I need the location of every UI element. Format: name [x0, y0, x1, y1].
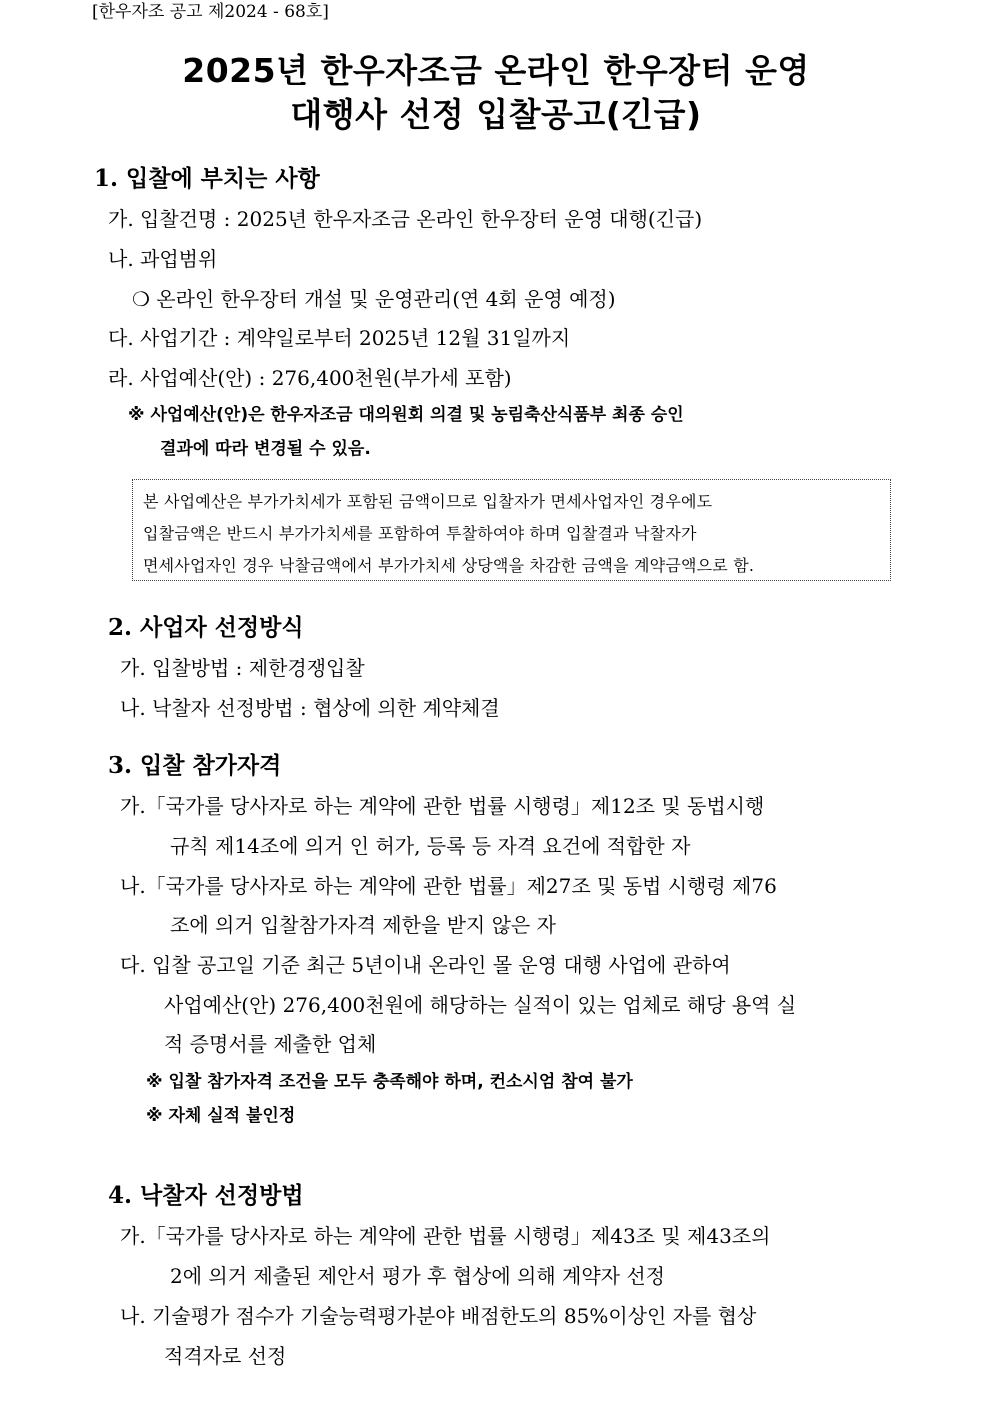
section-1-item-ra: 라. 사업예산(안) : 276,400천원(부가세 포함)	[108, 366, 512, 390]
section-3-item-na-line-2: 조에 의거 입찰참가자격 제한을 받지 않은 자	[170, 913, 556, 937]
section-3-item-da-line-3: 적 증명서를 제출한 업체	[164, 1032, 377, 1056]
section-3-item-da-line-1: 다. 입찰 공고일 기준 최근 5년이내 온라인 몰 운영 대행 사업에 관하여	[120, 953, 731, 977]
section-2-item-na: 나. 낙찰자 선정방법 : 협상에 의한 계약체결	[120, 696, 500, 720]
section-4-item-ga-line-1: 가.「국가를 당사자로 하는 계약에 관한 법률 시행령」제43조 및 제43조의	[120, 1224, 771, 1248]
section-1-note-line-1: ※ 사업예산(안)은 한우자조금 대의원회 의결 및 농림축산식품부 최종 승인	[128, 405, 684, 425]
vat-notice-box	[132, 479, 891, 581]
section-4-item-na-line-2: 적격자로 선정	[164, 1344, 287, 1368]
section-3-item-da-line-2: 사업예산(안) 276,400천원에 해당하는 실적이 있는 업체로 해당 용역 실	[164, 993, 797, 1017]
section-4-item-na-line-1: 나. 기술평가 점수가 기술능력평가분야 배점한도의 85%이상인 자를 협상	[120, 1304, 757, 1328]
section-3-heading: 3. 입찰 참가자격	[108, 752, 282, 779]
section-3-item-ga-line-1: 가.「국가를 당사자로 하는 계약에 관한 법률 시행령」제12조 및 동법시행	[120, 794, 765, 818]
section-4-item-ga-line-2: 2에 의거 제출된 제안서 평가 후 협상에 의해 계약자 선정	[170, 1264, 665, 1288]
section-1-heading: 1. 입찰에 부치는 사항	[94, 165, 320, 192]
section-1-note-line-2: 결과에 따라 변경될 수 있음.	[160, 439, 371, 459]
section-1-item-da: 다. 사업기간 : 계약일로부터 2025년 12월 31일까지	[108, 326, 571, 350]
section-1-item-ga: 가. 입찰건명 : 2025년 한우자조금 온라인 한우장터 운영 대행(긴급)	[108, 207, 703, 231]
page-title-line-1: 2025년 한우자조금 온라인 한우장터 운영	[182, 51, 810, 90]
vat-notice-line-2: 입찰금액은 반드시 부가가치세를 포함하여 투찰하여야 하며 입찰결과 낙찰자가	[143, 524, 697, 543]
section-4-heading: 4. 낙찰자 선정방법	[108, 1182, 304, 1209]
section-2-item-ga: 가. 입찰방법 : 제한경쟁입찰	[120, 656, 365, 680]
section-3-item-ga-line-2: 규칙 제14조에 의거 인 허가, 등록 등 자격 요건에 적합한 자	[170, 834, 691, 858]
document-number: [한우자조 공고 제2024 - 68호]	[92, 2, 329, 22]
vat-notice-line-1: 본 사업예산은 부가가치세가 포함된 금액이므로 입찰자가 면세사업자인 경우에도	[143, 492, 713, 511]
section-3-note-2: ※ 자체 실적 불인정	[146, 1106, 296, 1126]
section-3-item-na-line-1: 나.「국가를 당사자로 하는 계약에 관한 법률」제27조 및 동법 시행령 제76	[120, 874, 777, 898]
section-1-item-na-sub: ❍ 온라인 한우장터 개설 및 운영관리(연 4회 운영 예정)	[132, 287, 616, 311]
page-title-line-2: 대행사 선정 입찰공고(긴급)	[290, 95, 702, 134]
vat-notice-line-3: 면세사업자인 경우 낙찰금액에서 부가가치세 상당액을 차감한 금액을 계약금액으로 함.	[143, 556, 755, 575]
section-1-item-na: 나. 과업범위	[108, 247, 218, 271]
section-2-heading: 2. 사업자 선정방식	[108, 614, 304, 641]
section-3-note-1: ※ 입찰 참가자격 조건을 모두 충족해야 하며, 컨소시엄 참여 불가	[146, 1072, 633, 1092]
